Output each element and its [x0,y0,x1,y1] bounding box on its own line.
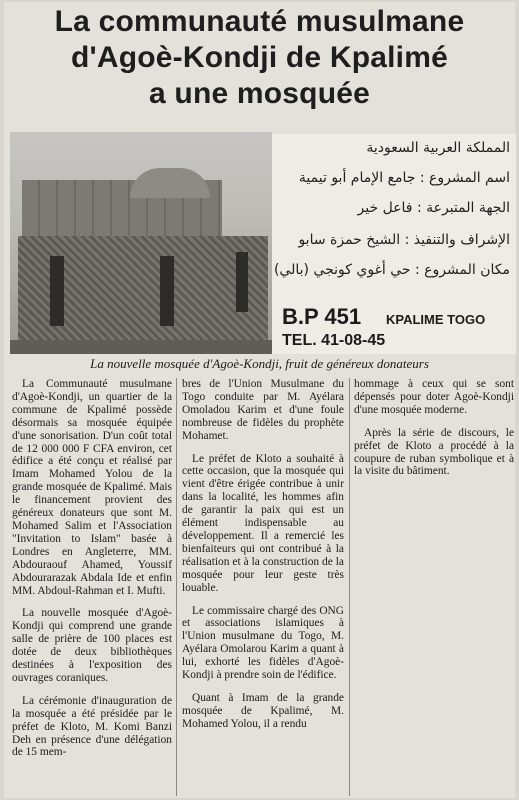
paragraph: hommage à ceux qui se sont dépensés pour doter Agoè-Kondji d'une mosquée moderne. [354,378,514,416]
column-divider [176,378,177,796]
mosque-roof [130,168,210,198]
sign-arabic-line: اسم المشروع : جامع الإمام أبو تيمية [298,170,510,186]
paragraph: La Communauté musulmane d'Agoè-Kondji, un quartier de la commune de Kpalimé possède désormais sa mosquée équipée d'une sonorisation. D'un coût total de 12 000 000 F CFA environ, cet édifice a été conçu et réalisé par Imam Mohamed Yolou de la grande mosquée de Kpalimé. Mais le financement provient des généreux donateurs que sont M. Mohamed Salim et l'Association "Invitation to Islam" basée à Londres en Angleterre, MM. Abdouraouf Ahamed, Youssif Abdourarazak Abdala Ide et enfin MM. Abdoul-Rahman et I. Mufti. [12,378,172,597]
sign-arabic-line: مكان المشروع : حي أغوي كونجي (بالي) [273,262,510,278]
photo-caption: La nouvelle mosquée d'Agoè-Kondji, fruit de généreux donateurs [90,356,429,371]
paragraph: Le commissaire chargé des ONG et associations islamiques à l'Union musulmane du Togo, M. Ayélara Omolarou Karim a quant à lui, exhorté les fidèles d'Agoè-Kondji à prendre soin de l'édifice. [182,604,344,682]
mosque-window [50,256,64,326]
sign-city: KPALIME TOGO [386,312,486,327]
mosque-window [236,252,248,312]
sign-po-box: B.P 451 [282,304,362,329]
article-column-1 [12,378,172,769]
project-sign [272,134,516,354]
mosque-window [160,256,174,326]
paragraph: Le préfet de Kloto a souhaité à cette occasion, que la mosquée qui vient d'être érigée contribue à unir dans la localité, les hommes afin de garantir la paix qui est un élément indispensable au développement. Il a remercié les bienfaiteurs qui ont contribué à la réalisation et à la construction de la mosquée pour leur geste très louable. [182,452,344,594]
paragraph: La cérémonie d'inauguration de la mosquée a été présidée par le préfet de Kloto, M. Komi Banzi Deh en présence d'une délégation de 15 mem- [12,694,172,759]
ground [10,340,272,354]
article-column-3 [354,378,514,488]
headline-line-2: d'Agoè-Kondji de Kpalimé [71,41,448,74]
headline-line-1: La communauté musulmane [54,5,465,38]
sign-arabic-line: المملكة العربية السعودية [366,140,510,156]
mosque-photo [10,132,272,354]
paragraph: bres de l'Union Musulmane du Togo conduite par M. Ayélara Omoladou Karim et d'une foule nombreuse de fidèles du prophète Mohamet. [182,378,344,442]
headline [0,4,519,112]
paragraph: La nouvelle mosquée d'Agoè-Kondji qui comprend une grande salle de prière de 100 places est dotée de deux bibliothèques destinées à l'exposition des ouvrages coraniques. [12,607,172,684]
paragraph: Quant à Imam de la grande mosquée de Kpalimé, M. Mohamed Yolou, il a rendu [182,691,344,730]
paragraph: Après la série de discours, le préfet de Kloto a procédé à la coupure de ruban symbolique et à la visite du bâtiment. [354,426,514,478]
sign-arabic-line: الجهة المتبرعة : فاعل خير [357,200,510,216]
headline-line-3: a une mosquée [149,77,370,110]
sign-phone: TEL. 41-08-45 [282,332,386,349]
column-divider [349,378,350,796]
article-column-2 [182,378,344,741]
sign-arabic-line: الإشراف والتنفيذ : الشيخ حمزة سابو [298,232,510,248]
